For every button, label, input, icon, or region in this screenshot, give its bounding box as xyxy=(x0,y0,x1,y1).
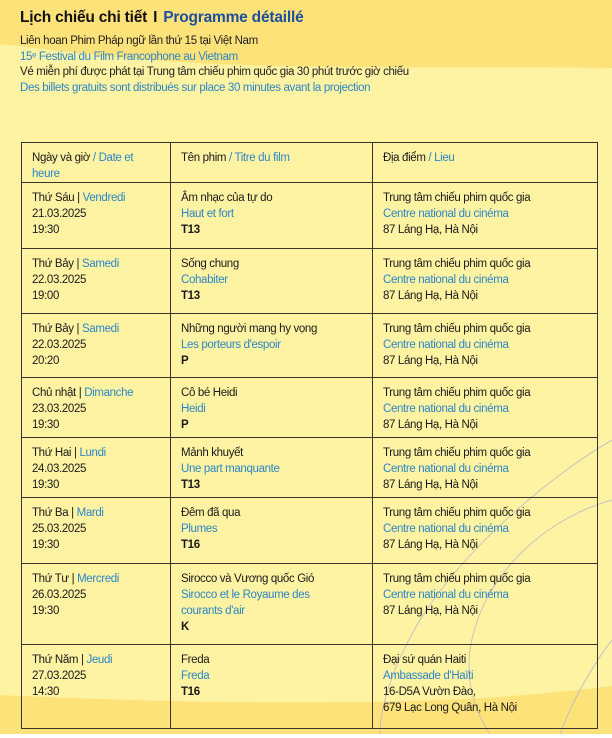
weekday-fr: Vendredi xyxy=(82,192,126,204)
venue-fr: Centre national du cinéma xyxy=(383,339,509,351)
table-row xyxy=(22,438,598,498)
film-cell xyxy=(171,314,373,378)
age-rating: P xyxy=(181,419,189,431)
age-rating: T13 xyxy=(181,224,200,236)
venue-address: 16-D5A Vườn Đào, xyxy=(383,686,476,698)
table-row xyxy=(22,498,598,564)
film-title-vn: Cô bé Heidi xyxy=(181,387,238,399)
weekday-fr: Jeudi xyxy=(86,654,113,666)
age-rating: T16 xyxy=(181,686,200,698)
weekday-vn: Thứ Sáu xyxy=(32,192,75,204)
weekday-fr: Mardi xyxy=(76,507,104,519)
weekday: Thứ Bảy | Samedi xyxy=(32,258,119,270)
title-french: Programme détaillé xyxy=(163,9,304,26)
age-rating: T13 xyxy=(181,290,200,302)
column-header xyxy=(22,143,171,183)
venue-fr: Centre national du cinéma xyxy=(383,523,509,535)
table-row xyxy=(22,645,598,729)
film-title-vn: Những người mang hy vọng xyxy=(181,323,318,335)
venue-address: 87 Láng Hạ, Hà Nội xyxy=(383,290,478,302)
time: 14:30 xyxy=(32,686,60,698)
date-cell xyxy=(22,498,171,564)
weekday: Thứ Ba | Mardi xyxy=(32,507,104,519)
film-cell xyxy=(171,249,373,314)
time: 19:30 xyxy=(32,224,60,236)
film-title-vn: Mảnh khuyết xyxy=(181,447,243,459)
venue-vn: Trung tâm chiếu phim quốc gia xyxy=(383,507,531,519)
venue-vn: Trung tâm chiếu phim quốc gia xyxy=(383,192,531,204)
film-cell xyxy=(171,378,373,438)
weekday-fr: Samedi xyxy=(82,323,119,335)
venue-fr: Centre national du cinéma xyxy=(383,463,509,475)
venue-fr: Centre national du cinéma xyxy=(383,589,509,601)
age-rating: T13 xyxy=(181,479,200,491)
venue-fr: Ambassade d'Haïti xyxy=(383,670,474,682)
date: 26.03.2025 xyxy=(32,589,87,601)
venue-address: 87 Láng Hạ, Hà Nội xyxy=(383,539,478,551)
venue-cell xyxy=(373,378,598,438)
intro-line: Vé miễn phí được phát tại Trung tâm chiếu phim quốc gia 30 phút trước giờ chiếu xyxy=(20,66,409,78)
venue-fr: Centre national du cinéma xyxy=(383,403,509,415)
venue-cell xyxy=(373,183,598,249)
weekday-fr: Mercredi xyxy=(77,573,119,585)
venue-vn: Trung tâm chiếu phim quốc gia xyxy=(383,447,531,459)
weekday: Thứ Tư | Mercredi xyxy=(32,573,119,585)
weekday: Thứ Bảy | Samedi xyxy=(32,323,119,335)
venue-vn: Trung tâm chiếu phim quốc gia xyxy=(383,573,531,585)
date-cell xyxy=(22,378,171,438)
venue-address: 87 Láng Hạ, Hà Nội xyxy=(383,224,478,236)
venue-vn: Đại sứ quán Haiti xyxy=(383,654,466,666)
column-header-vn: Địa điểm xyxy=(383,152,426,164)
time: 19:00 xyxy=(32,290,60,302)
venue-fr: Centre national du cinéma xyxy=(383,208,509,220)
time: 19:30 xyxy=(32,419,60,431)
intro-line: 15ᵉ Festival du Film Francophone au Vietnam xyxy=(20,50,238,63)
venue-address: 87 Láng Hạ, Hà Nội xyxy=(383,355,478,367)
date-cell xyxy=(22,183,171,249)
date: 22.03.2025 xyxy=(32,274,87,286)
weekday-fr: Samedi xyxy=(82,258,119,270)
schedule-table xyxy=(21,142,598,729)
film-title-vn: Freda xyxy=(181,654,210,666)
page-header xyxy=(20,9,409,96)
film-title-fr: Cohabiter xyxy=(181,274,228,286)
film-title-vn: Sirocco và Vương quốc Gió xyxy=(181,573,315,585)
table-row xyxy=(22,314,598,378)
page-title xyxy=(20,9,409,27)
film-cell xyxy=(171,645,373,729)
column-header xyxy=(373,143,598,183)
date: 25.03.2025 xyxy=(32,523,87,535)
title-separator: I xyxy=(153,9,158,26)
venue-cell xyxy=(373,564,598,645)
age-rating: P xyxy=(181,355,189,367)
time: 20:20 xyxy=(32,355,60,367)
film-cell xyxy=(171,183,373,249)
time: 19:30 xyxy=(32,479,60,491)
column-header-fr: / Lieu xyxy=(425,152,455,164)
weekday-vn: Thứ Bảy xyxy=(32,258,74,270)
age-rating: K xyxy=(181,621,189,633)
venue-address: 87 Láng Hạ, Hà Nội xyxy=(383,479,478,491)
age-rating: T16 xyxy=(181,539,200,551)
film-title-vn: Sống chung xyxy=(181,258,239,270)
table-row xyxy=(22,183,598,249)
film-title-fr: Les porteurs d'espoir xyxy=(181,339,281,351)
venue-vn: Trung tâm chiếu phim quốc gia xyxy=(383,387,531,399)
venue-fr: Centre national du cinéma xyxy=(383,274,509,286)
film-title-fr: Heidi xyxy=(181,403,206,415)
date-cell xyxy=(22,645,171,729)
venue-cell xyxy=(373,498,598,564)
date: 24.03.2025 xyxy=(32,463,87,475)
column-header-vn: Tên phim xyxy=(181,152,227,164)
film-title-fr: Freda xyxy=(181,670,210,682)
film-title-fr: Plumes xyxy=(181,523,218,535)
venue-vn: Trung tâm chiếu phim quốc gia xyxy=(383,258,531,270)
film-title-fr: Une part manquante xyxy=(181,463,280,475)
table-row xyxy=(22,249,598,314)
film-cell xyxy=(171,438,373,498)
weekday-fr: Dimanche xyxy=(84,387,134,399)
column-header-fr: / Date et heure xyxy=(32,152,134,180)
date-cell xyxy=(22,249,171,314)
table-row xyxy=(22,564,598,645)
title-vietnamese: Lịch chiếu chi tiết xyxy=(20,9,148,26)
weekday-vn: Thứ Tư xyxy=(32,573,69,585)
film-cell xyxy=(171,564,373,645)
column-header-fr: / Titre du film xyxy=(226,152,290,164)
film-title-vn: Đêm đã qua xyxy=(181,507,241,519)
date-cell xyxy=(22,314,171,378)
weekday-vn: Thứ Hai xyxy=(32,447,72,459)
film-title-vn: Âm nhạc của tự do xyxy=(181,192,273,204)
date: 21.03.2025 xyxy=(32,208,87,220)
weekday: Chủ nhật | Dimanche xyxy=(32,387,134,399)
date: 27.03.2025 xyxy=(32,670,87,682)
weekday-vn: Thứ Năm xyxy=(32,654,79,666)
intro-line: Liên hoan Phim Pháp ngữ lần thứ 15 tại Việt Nam xyxy=(20,35,258,47)
date: 22.03.2025 xyxy=(32,339,87,351)
venue-address: 87 Láng Hạ, Hà Nội xyxy=(383,419,478,431)
weekday: Thứ Năm | Jeudi xyxy=(32,654,113,666)
film-title-fr: Haut et fort xyxy=(181,208,234,220)
date-cell xyxy=(22,564,171,645)
time: 19:30 xyxy=(32,539,60,551)
weekday-vn: Thứ Ba xyxy=(32,507,69,519)
column-header-vn: Ngày và giờ xyxy=(32,152,91,164)
weekday-vn: Thứ Bảy xyxy=(32,323,74,335)
venue-cell xyxy=(373,249,598,314)
weekday: Thứ Sáu | Vendredi xyxy=(32,192,126,204)
film-cell xyxy=(171,498,373,564)
intro-line: Des billets gratuits sont distribués sur place 30 minutes avant la projection xyxy=(20,81,371,94)
column-header xyxy=(171,143,373,183)
venue-cell xyxy=(373,438,598,498)
venue-address-line2: 679 Lạc Long Quân, Hà Nội xyxy=(383,702,517,714)
date-cell xyxy=(22,438,171,498)
venue-vn: Trung tâm chiếu phim quốc gia xyxy=(383,323,531,335)
intro-text xyxy=(20,34,409,96)
weekday-vn: Chủ nhật xyxy=(32,387,76,399)
date: 23.03.2025 xyxy=(32,403,87,415)
film-title-fr: Sirocco et le Royaume des courants d'air xyxy=(181,589,310,617)
table-header-row xyxy=(22,143,598,183)
venue-cell xyxy=(373,314,598,378)
weekday: Thứ Hai | Lundi xyxy=(32,447,106,459)
venue-address: 87 Láng Hạ, Hà Nội xyxy=(383,605,478,617)
time: 19:30 xyxy=(32,605,60,617)
table-row xyxy=(22,378,598,438)
weekday-fr: Lundi xyxy=(79,447,106,459)
venue-cell xyxy=(373,645,598,729)
